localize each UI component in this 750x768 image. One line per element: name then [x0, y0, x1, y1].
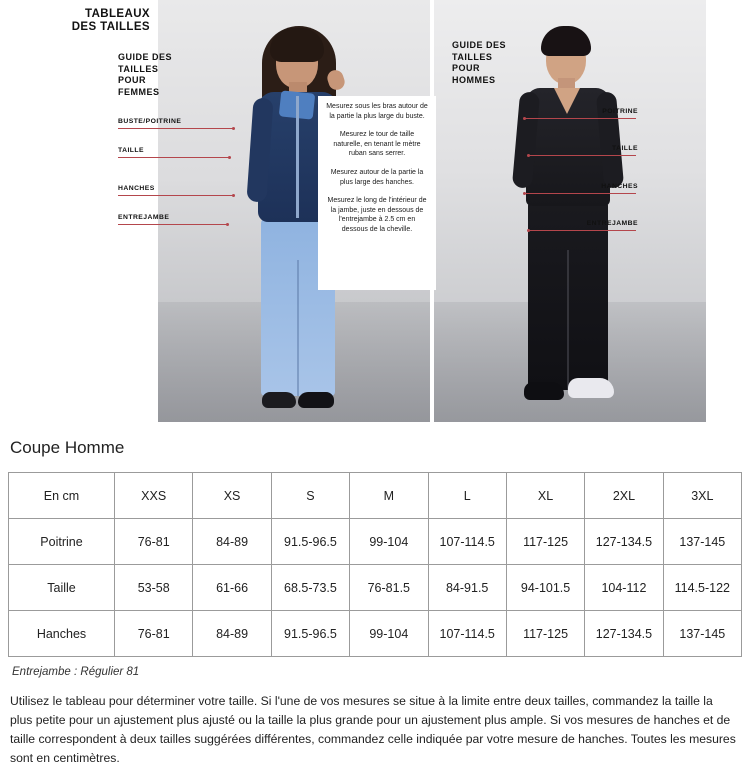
row-label-chest: Poitrine	[9, 519, 115, 565]
cell-waist-2xl: 104-112	[585, 565, 663, 611]
banner-title-line1: TABLEAUX	[85, 8, 150, 20]
cell-hips-l: 107-114.5	[428, 611, 506, 657]
women-leader-inseam	[118, 224, 228, 225]
men-leader-waist	[528, 155, 636, 156]
women-leader-dot-waist	[228, 156, 231, 159]
column-header-xl: XL	[506, 473, 584, 519]
column-header-unit: En cm	[9, 473, 115, 519]
cell-chest-m: 99-104	[350, 519, 428, 565]
table-header-row	[9, 473, 742, 519]
women-leader-waist	[118, 157, 230, 158]
cell-chest-3xl: 137-145	[663, 519, 741, 565]
cell-hips-xl: 117-125	[506, 611, 584, 657]
cell-hips-m: 99-104	[350, 611, 428, 657]
size-chart-section	[0, 438, 750, 768]
men-leader-dot-inseam	[527, 229, 530, 232]
row-label-waist: Taille	[9, 565, 115, 611]
women-leader-dot-inseam	[226, 223, 229, 226]
men-label-hips: HANCHES	[601, 183, 638, 190]
banner-title-line2: DES TAILLES	[71, 21, 150, 33]
column-header-xs: XS	[193, 473, 271, 519]
woman-hair-front	[270, 28, 324, 62]
men-leader-dot-waist	[527, 154, 530, 157]
women-leader-bust	[118, 128, 234, 129]
man-shoe-left	[524, 382, 564, 400]
women-label-bust: BUSTE/POITRINE	[118, 118, 182, 125]
men-label-waist: TAILLE	[612, 145, 638, 152]
column-header-l: L	[428, 473, 506, 519]
cell-chest-l: 107-114.5	[428, 519, 506, 565]
instruction-waist: Mesurez le tour de taille naturelle, en tenant le mètre ruban sans serrer.	[333, 131, 421, 158]
cell-chest-s: 91.5-96.5	[271, 519, 349, 565]
column-header-xxs: XXS	[115, 473, 193, 519]
cell-waist-xs: 61-66	[193, 565, 271, 611]
size-chart-table	[8, 472, 742, 657]
column-header-s: S	[271, 473, 349, 519]
men-leader-dot-chest	[523, 117, 526, 120]
measurement-instructions	[318, 96, 436, 290]
woman-zipper	[296, 96, 299, 218]
cell-hips-xxs: 76-81	[115, 611, 193, 657]
cell-waist-s: 68.5-73.5	[271, 565, 349, 611]
woman-shoe-right	[298, 392, 334, 408]
women-leader-dot-bust	[232, 127, 235, 130]
column-header-m: M	[350, 473, 428, 519]
men-leader-hips	[524, 193, 636, 194]
women-guide-heading: GUIDE DES TAILLES POUR FEMMES	[118, 52, 173, 97]
men-leader-inseam	[528, 230, 636, 231]
women-label-hips: HANCHES	[118, 185, 155, 192]
men-label-inseam: ENTREJAMBE	[586, 220, 638, 227]
page-title: Coupe Homme	[10, 438, 125, 457]
woman-shoe-left	[262, 392, 296, 408]
inseam-note: Entrejambe : Régulier 81	[12, 666, 140, 678]
instruction-inseam: Mesurez le long de l'intérieur de la jambe, juste en dessous de l'entrejambe à 2.5 cm en dessous de la cheville.	[327, 197, 427, 233]
man-shoe-right	[568, 378, 614, 398]
men-label-chest: POITRINE	[602, 108, 638, 115]
man-pants-seam	[567, 250, 569, 390]
instruction-bust: Mesurez sous les bras autour de la partie la plus large du buste.	[326, 103, 428, 120]
woman-pants-seam	[297, 260, 299, 396]
table-row	[9, 611, 742, 657]
cell-chest-xl: 117-125	[506, 519, 584, 565]
cell-hips-3xl: 137-145	[663, 611, 741, 657]
cell-chest-2xl: 127-134.5	[585, 519, 663, 565]
cell-hips-2xl: 127-134.5	[585, 611, 663, 657]
row-label-hips: Hanches	[9, 611, 115, 657]
men-guide-heading: GUIDE DES TAILLES POUR HOMMES	[452, 40, 507, 85]
cell-chest-xs: 84-89	[193, 519, 271, 565]
women-label-waist: TAILLE	[118, 147, 144, 154]
banner-title	[70, 8, 150, 34]
instruction-hips: Mesurez autour de la partie la plus large des hanches.	[330, 168, 424, 186]
column-header-3xl: 3XL	[663, 473, 741, 519]
cell-waist-3xl: 114.5-122	[663, 565, 741, 611]
sizing-instructions-paragraph: Utilisez le tableau pour déterminer votre taille. Si l'une de vos mesures se situe à la limite entre deux tailles, commandez la taille la plus petite pour un ajustement plus ajusté ou la taille la plus grande pour un ajustement plus ample. Si vos mesures de hanches et de taille correspondent à deux tailles suggérées différentes, commandez celle indiquée par votre mesure de hanches. Toutes les mesures sont en centimètres.	[10, 694, 736, 765]
cell-hips-s: 91.5-96.5	[271, 611, 349, 657]
women-leader-hips	[118, 195, 234, 196]
cell-hips-xs: 84-89	[193, 611, 271, 657]
women-label-inseam: ENTREJAMBE	[118, 214, 170, 221]
cell-waist-m: 76-81.5	[350, 565, 428, 611]
cell-waist-xxs: 53-58	[115, 565, 193, 611]
cell-waist-l: 84-91.5	[428, 565, 506, 611]
table-row	[9, 519, 742, 565]
table-row	[9, 565, 742, 611]
cell-chest-xxs: 76-81	[115, 519, 193, 565]
men-leader-dot-hips	[523, 192, 526, 195]
women-leader-dot-hips	[232, 194, 235, 197]
cell-waist-xl: 94-101.5	[506, 565, 584, 611]
column-header-2xl: 2XL	[585, 473, 663, 519]
men-leader-chest	[524, 118, 636, 119]
